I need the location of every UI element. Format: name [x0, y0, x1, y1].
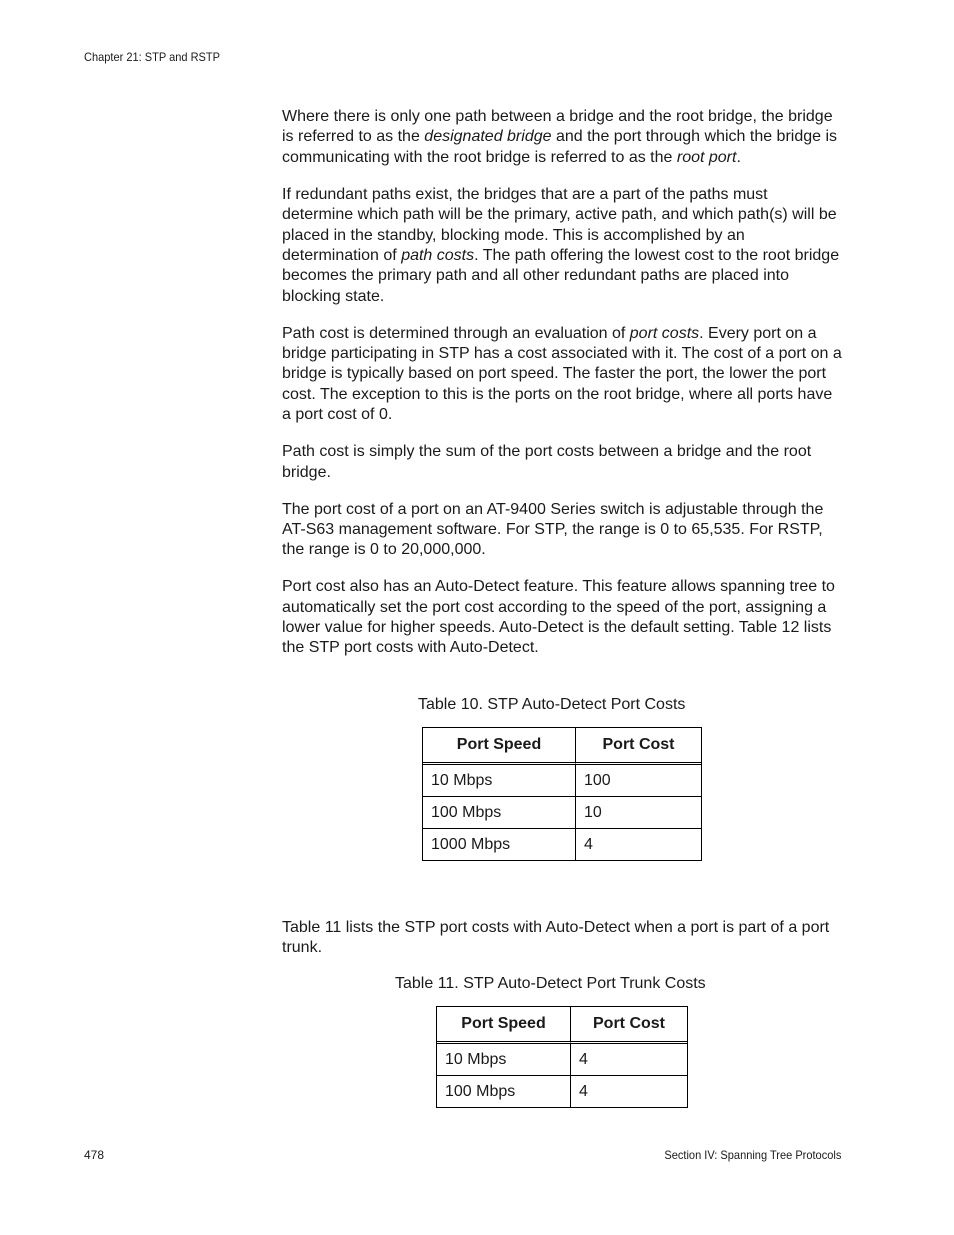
column-header: Port Speed: [437, 1007, 571, 1044]
table-cell: 100: [576, 765, 701, 797]
table-row: [423, 797, 701, 829]
paragraph: [282, 185, 842, 307]
text-run: Where there is only one path between a bridge and the root bridge, the bridge is referred to as the: [282, 108, 833, 146]
text-run: . The path offering the lowest cost to the root bridge becomes the primary path and all other redundant paths are placed into blocking state.: [282, 246, 840, 305]
table-cell: 100 Mbps: [437, 1076, 571, 1107]
running-footer: Section IV: Spanning Tree Protocols: [664, 1148, 841, 1162]
table-cell: 4: [579, 1082, 588, 1100]
column-header: Port Cost: [571, 1007, 687, 1044]
table-cell: 100 Mbps: [423, 797, 576, 829]
table-11: [436, 1006, 688, 1108]
paragraph: [282, 107, 842, 168]
paragraph: Table 11 lists the STP port costs with Auto-Detect when a port is part of a port trunk.: [282, 919, 830, 957]
table-cell: 10 Mbps: [437, 1044, 571, 1076]
body-text: [282, 107, 842, 675]
text-run: . Every port on a bridge participating in STP has a cost associated with it. The cost of a port on a bridge is typically based on port speed. The faster the port, the lower the port cost. The exception to this is the ports on the root bridge, where all ports have a port cost of 0.: [282, 324, 842, 424]
paragraph: [282, 442, 842, 483]
paragraph: [282, 500, 842, 561]
text-run: Path cost is simply the sum of the port costs between a bridge and the root bridge.: [282, 443, 812, 481]
running-header: Chapter 21: STP and RSTP: [84, 50, 221, 64]
table-row: [437, 1044, 687, 1076]
text-run: If redundant paths exist, the bridges that are a part of the paths must determine which path will be the primary, active path, and which path(s) will be placed in the standby, blocking mode. This is accomplished by an determination of: [282, 185, 837, 264]
table-10: [422, 727, 702, 861]
table-11-caption: Table 11. STP Auto-Detect Port Trunk Costs: [395, 975, 706, 992]
table-cell: 4: [584, 835, 593, 853]
text-run: and the port through which the bridge is communicating with the root bridge is referred to as the: [282, 128, 838, 166]
column-header: Port Cost: [576, 728, 701, 765]
table-cell: 4: [571, 1044, 687, 1076]
trunk-text: [282, 918, 842, 975]
table-row: [423, 829, 701, 860]
text-run: Port cost also has an Auto-Detect feature. This feature allows spanning tree to automatically set the port cost according to the speed of the port, assigning a lower value for higher speeds. Auto-Detect is the default setting. Table 12 lists the STP port costs with Auto-Detect.: [282, 578, 835, 657]
table-cell: 10 Mbps: [423, 765, 576, 797]
table-row: [437, 1076, 687, 1107]
table-row: [423, 765, 701, 797]
text-run: Path cost is determined through an evaluation of: [282, 324, 630, 342]
emphasized-term: root port: [676, 148, 737, 166]
emphasized-term: path costs: [401, 246, 475, 264]
page-number: 478: [84, 1148, 105, 1162]
table-cell: 10: [576, 797, 701, 829]
emphasized-term: port costs: [629, 324, 700, 342]
table-10-caption: Table 10. STP Auto-Detect Port Costs: [418, 696, 686, 713]
emphasized-term: designated bridge: [424, 128, 552, 146]
text-run: .: [736, 148, 741, 166]
text-run: The port cost of a port on an AT-9400 Series switch is adjustable through the AT-S63 management software. For STP, the range is 0 to 65,535. For RSTP, the range is 0 to 20,000,000.: [282, 500, 824, 559]
paragraph: [282, 324, 842, 426]
table-cell: 1000 Mbps: [423, 829, 576, 860]
column-header: Port Speed: [423, 728, 576, 765]
paragraph: [282, 577, 842, 659]
